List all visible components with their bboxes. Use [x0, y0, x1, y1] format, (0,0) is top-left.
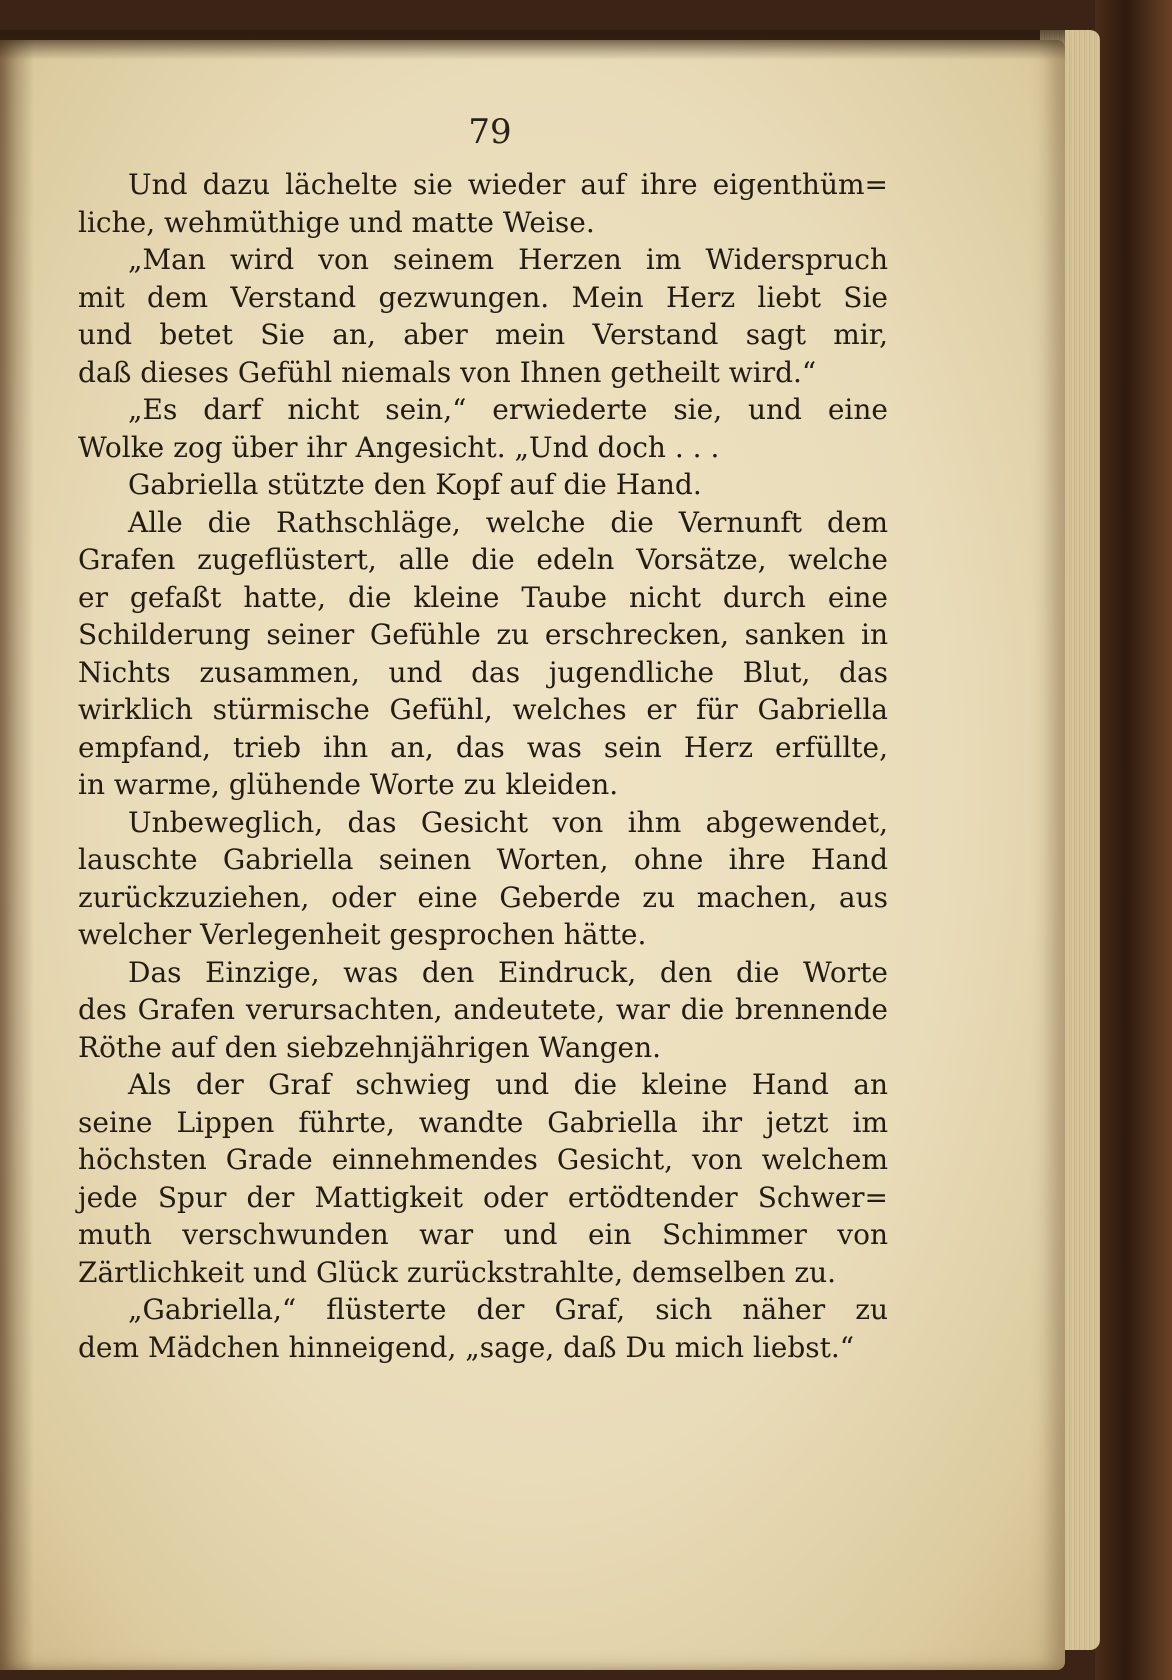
text-line: Grafen zugeflüstert, alle die edeln Vorsätze, welche	[78, 543, 888, 576]
text-line: Und dazu lächelte sie wieder auf ihre eigenthüm=	[128, 168, 888, 201]
page-gutter-shadow	[0, 40, 34, 1670]
text-line: Alle die Rathschläge, welche die Vernunft dem	[128, 505, 888, 539]
page-top-shadow	[0, 30, 1065, 60]
text-line: Wolke zog über ihr Angesicht. „Und doch . . .	[78, 430, 720, 464]
text-line: daß dieses Gefühl niemals von Ihnen getheilt wird.“	[78, 355, 817, 389]
text-line: zurückzuziehen, oder eine Geberde zu machen, aus	[78, 880, 888, 914]
page-number: 79	[468, 112, 512, 152]
text-line: Das Einzige, was den Eindruck, den die Worte	[128, 955, 888, 989]
text-line: liche, wehmüthige und matte Weise.	[78, 205, 595, 239]
text-line: höchsten Grade einnehmendes Gesicht, von welchem	[78, 1143, 888, 1176]
text-line: „Es darf nicht sein,“ erwiederte sie, und eine	[128, 393, 888, 426]
book-cover-edge	[1095, 0, 1172, 1680]
text-line: Schilderung seiner Gefühle zu erschrecken, sanken in	[78, 618, 888, 651]
text-line: Röthe auf den siebzehnjährigen Wangen.	[78, 1030, 661, 1064]
text-line: Gabriella stützte den Kopf auf die Hand.	[128, 468, 702, 501]
text-line: empfand, trieb ihn an, das was sein Herz erfüllte,	[78, 730, 888, 764]
text-line: des Grafen verursachten, andeutete, war die brennende	[78, 993, 888, 1026]
body-text	[78, 166, 888, 1366]
text-line: und betet Sie an, aber mein Verstand sagt mir,	[78, 318, 888, 351]
text-line: mit dem Verstand gezwungen. Mein Herz liebt Sie	[78, 280, 888, 314]
text-line: in warme, glühende Worte zu kleiden.	[78, 768, 619, 801]
text-line: seine Lippen führte, wandte Gabriella ihr jetzt im	[78, 1105, 888, 1139]
text-line: welcher Verlegenheit gesprochen hätte.	[78, 918, 647, 951]
text-line: Unbeweglich, das Gesicht von ihm abgewendet,	[128, 805, 888, 839]
text-line: er gefaßt hatte, die kleine Taube nicht durch eine	[78, 580, 888, 614]
text-line: wirklich stürmische Gefühl, welches er für Gabriella	[78, 693, 888, 726]
text-line: „Gabriella,“ flüsterte der Graf, sich näher zu	[128, 1293, 888, 1326]
text-line: Nichts zusammen, und das jugendliche Blut, das	[78, 655, 888, 689]
text-line: Als der Graf schwieg und die kleine Hand an	[128, 1068, 888, 1101]
text-line: muth verschwunden war und ein Schimmer von	[78, 1218, 888, 1251]
text-line: Zärtlichkeit und Glück zurückstrahlte, demselben zu.	[78, 1255, 837, 1289]
text-line: lauschte Gabriella seinen Worten, ohne ihre Hand	[78, 843, 888, 876]
text-line: dem Mädchen hinneigend, „sage, daß Du mich liebst.“	[78, 1330, 855, 1364]
text-line: jede Spur der Mattigkeit oder ertödtender Schwer=	[78, 1180, 888, 1214]
text-line: „Man wird von seinem Herzen im Widerspruch	[128, 243, 888, 276]
